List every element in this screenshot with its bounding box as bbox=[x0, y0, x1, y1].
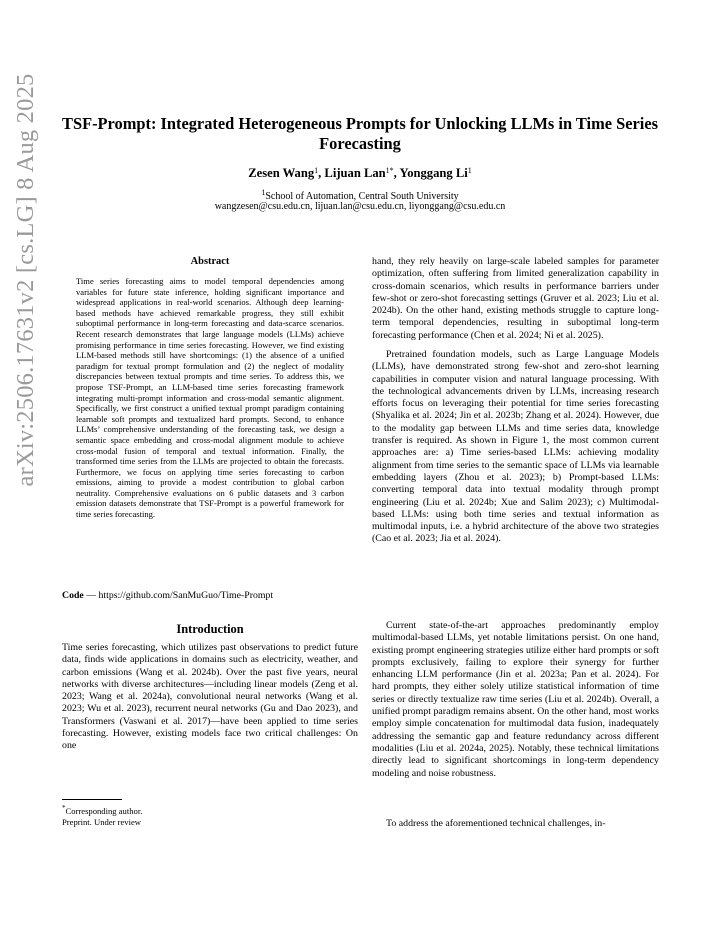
author-list: Zesen Wang$^1$, Lijuan Lan$^{1*}$, Yonggang Li$^1$ bbox=[248, 166, 472, 180]
code-link-line bbox=[62, 590, 358, 601]
author-mark: 1 bbox=[314, 166, 319, 175]
arxiv-identifier-stamp: arXiv:2506.17631v2 [cs.LG] 8 Aug 2025 bbox=[12, 73, 39, 487]
introduction-heading: Introduction bbox=[176, 622, 244, 636]
author-mark: 1 bbox=[467, 166, 472, 175]
introduction-paragraph: Time series forecasting, which utilizes past observations to predict future data, finds wide applications in domains such as electricity, weather, and carbon emissions (Wang et al. 2024b). Over the past five years, neural networks with diverse architectures—including linear models (Zeng et al. 2023; Wang et al. 2024a), convolutional neural networks (Wang et al. 2023; Wu et al. 2023), recurrent neural networks (Gu and Dao 2023), and Transformers (Vaswani et al. 2017)—have been applied to time series forecasting. However, existing models face two critical challenges: On one bbox=[62, 642, 358, 752]
author-name: Zesen Wang bbox=[248, 166, 315, 180]
code-separator: — bbox=[83, 590, 99, 601]
right-paragraph-4: To address the aforementioned technical challenges, in- bbox=[386, 818, 606, 829]
author-name: Yonggang Li bbox=[399, 166, 468, 180]
preprint-note: Preprint. Under review bbox=[62, 816, 141, 827]
paper-title: TSF-Prompt: Integrated Heterogeneous Prompts for Unlocking LLMs in Time Series Forecasting bbox=[62, 114, 658, 153]
affiliation-text: School of Automation, Central South University bbox=[265, 191, 459, 202]
author-mark: 1* bbox=[385, 166, 394, 175]
footnote-divider bbox=[62, 799, 122, 800]
right-paragraph-1: hand, they rely heavily on large-scale labeled samples for parameter optimization, often suffering from limited generalization capability in cross-domain scenarios, which results in performance barriers under few-shot or zero-shot forecasting settings (Gruver et al. 2023; Liu et al. 2024b). On the other hand, existing methods struggle to capture long-term temporal dependencies, resulting in suboptimal long-term forecasting performance (Chen et al. 2024; Ni et al. 2025). bbox=[372, 256, 659, 341]
corresponding-author-note: *Corresponding author. bbox=[62, 804, 143, 816]
footnotes bbox=[62, 803, 358, 828]
author-name: Lijuan Lan bbox=[324, 166, 386, 180]
abstract-heading: Abstract bbox=[190, 256, 230, 267]
affiliation-mark: 1 bbox=[261, 188, 266, 197]
code-url[interactable]: https://github.com/SanMuGuo/Time-Prompt bbox=[98, 590, 274, 601]
author-emails: wangzesen@csu.edu.cn, lijuan.lan@csu.edu.cn, liyonggang@csu.edu.cn bbox=[214, 201, 506, 212]
right-paragraph-2: Pretrained foundation models, such as Large Language Models (LLMs), have demonstrated strong few-shot and zero-shot learning capabilities in computer vision and natural language processing. With the technological advancements driven by LLMs, increasing research efforts focus on leveraging their potential for time series forecasting (Shyalika et al. 2024; Jin et al. 2023b; Zhang et al. 2024). However, due to the modality gap between LLMs and time series data, knowledge transfer is required. As shown in Figure 1, the most common current approaches are: a) Time series-based LLMs: achieving modality alignment from time series to the semantic space of LLMs via learnable embedding layers (Zhou et al. 2023); b) Prompt-based LLMs: converting temporal data into textual modality through prompt engineering (Liu et al. 2024b; Xue and Salim 2023); c) Multimodal-based LLMs: using both time series and textual information as multimodal inputs, i.e. a hybrid architecture of the above two strategies (Cao et al. 2023; Jia et al. 2024). bbox=[372, 349, 659, 545]
abstract-text: Time series forecasting aims to model temporal dependencies among variables for future state inference, holding significant importance and widespread applications in real-world scenarios. Although deep learning-based methods have achieved remarkable progress, they still exhibit suboptimal performance in long-term forecasting and data-scarce scenarios. Recent research demonstrates that large language models (LLMs) achieve promising performance in time series forecasting. However, we find existing LLM-based methods still have shortcomings: (1) the absence of a unified paradigm for textual prompt formulation and (2) the neglect of modality discrepancies between textual prompts and time series. To address this, we propose TSF-Prompt, an LLM-based time series forecasting framework integrating multi-prompt information and cross-modal semantic alignment. Specifically, we first construct a unified textual prompt paradigm containing learnable soft prompts and textualized hard prompts. Second, to enhance LLMs’ comprehensive understanding of the forecasting task, we design a semantic space embedding and cross-modal alignment module to achieve cross-modal fusion of temporal and textual information. Finally, the transformed time series from the LLMs are projected to obtain the forecasts. Furthermore, we focus on applying time series forecasting to carbon emissions, aiming to provide a modest contribution to global carbon neutrality. Comprehensive evaluations on 6 public datasets and 3 carbon emission datasets demonstrate that TSF-Prompt is a powerful framework for time series forecasting. bbox=[76, 276, 344, 520]
code-label: Code bbox=[62, 590, 84, 601]
footnote-mark: * bbox=[62, 804, 66, 812]
right-paragraph-3: Current state-of-the-art approaches predominantly employ multimodal-based LLMs, yet notable limitations persist. On one hand, existing prompt engineering strategies utilize either hard prompts or soft prompts exclusively, failing to explore their synergy for further enhancing LLM performance (Jin et al. 2023a; Pan et al. 2024). For hard prompts, they either solely utilize statistical information of time series or directly textualize raw time series (Liu et al. 2024b). Overall, a unified prompt paradigm remains absent. On the other hand, most works employ simple concatenation for multimodal data fusion, inadequately addressing the semantic gap and feature redundancy across different modalities (Liu et al. 2024a, 2025). Notably, these technical limitations directly lead to significant shortcomings in long-term dependency modeling and noise robustness. bbox=[372, 620, 659, 779]
